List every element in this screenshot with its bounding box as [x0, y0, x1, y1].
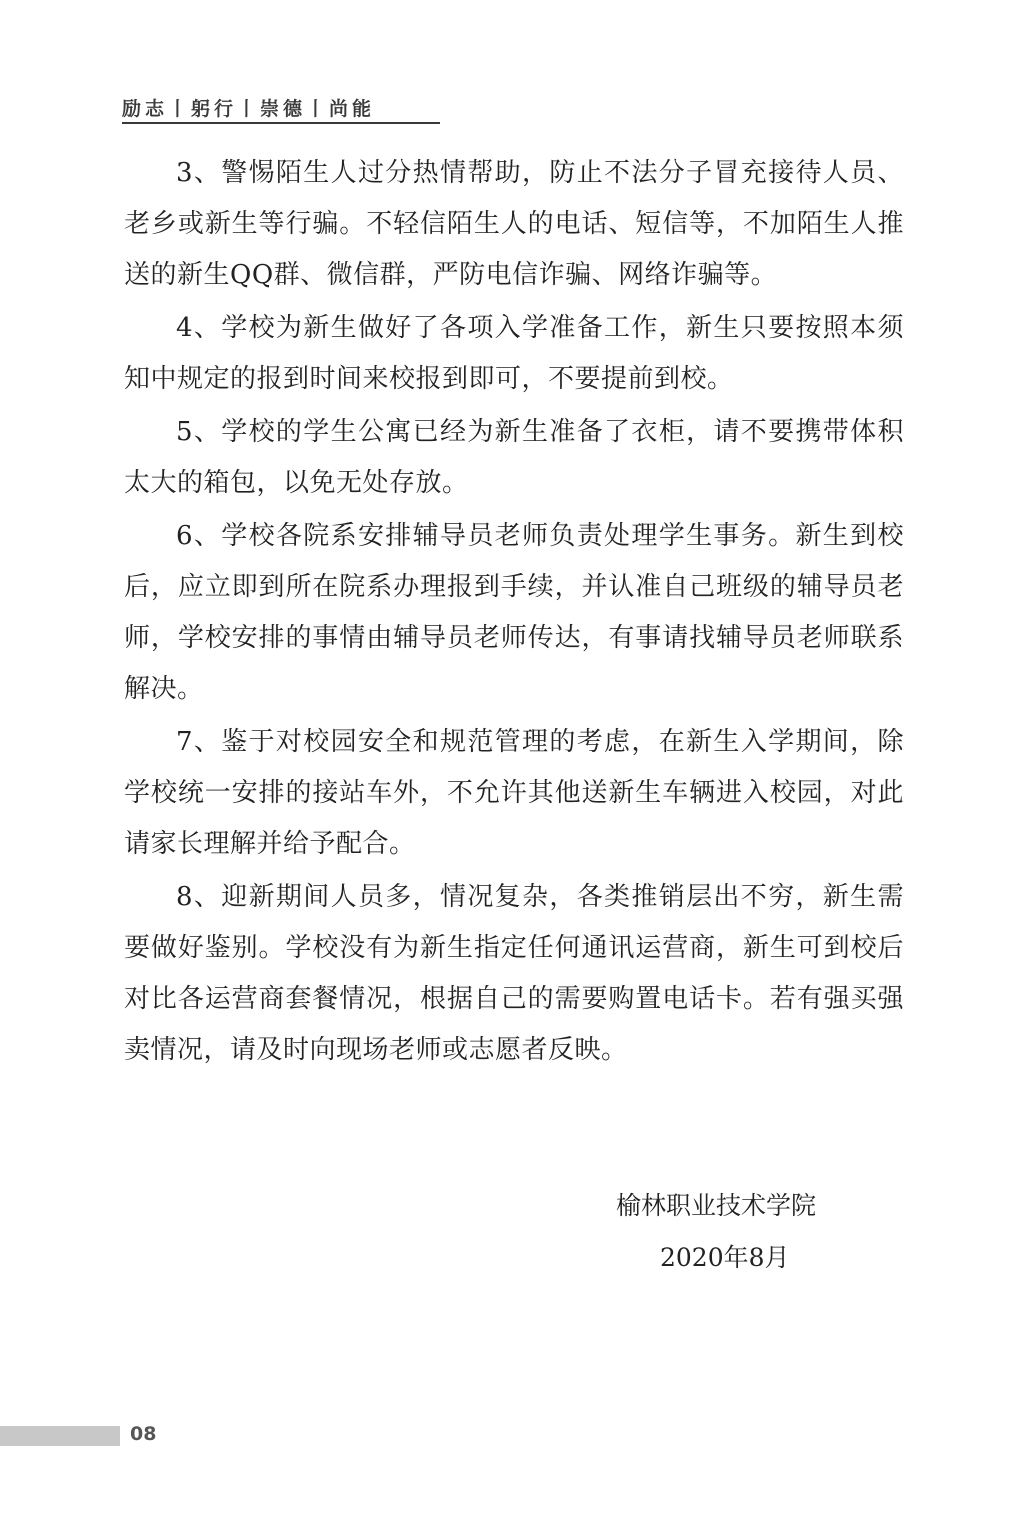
signature-block — [560, 1180, 880, 1284]
signature-organization: 榆林职业技术学院 — [616, 1191, 817, 1220]
header-motto: 励志丨躬行丨崇德丨尚能 — [122, 98, 376, 120]
footer-bar — [0, 1426, 120, 1446]
notice-item-8: 8、迎新期间人员多，情况复杂，各类推销层出不穷，新生需要做好鉴别。学校没有为新生指定任何通讯运营商，新生可到校后对比各运营商套餐情况，根据自己的需要购置电话卡。若有强买强卖情况，请及时向现场老师或志愿者反映。 — [124, 882, 904, 1065]
notice-item-5: 5、学校的学生公寓已经为新生准备了衣柜，请不要携带体积太大的箱包，以免无处存放。 — [124, 417, 904, 498]
notice-body — [124, 148, 904, 1076]
header-underline — [122, 122, 440, 124]
notice-item-4: 4、学校为新生做好了各项入学准备工作，新生只要按照本须知中规定的报到时间来校报到即可，不要提前到校。 — [124, 313, 904, 394]
notice-item-3: 3、警惕陌生人过分热情帮助，防止不法分子冒充接待人员、老乡或新生等行骗。不轻信陌生人的电话、短信等，不加陌生人推送的新生QQ群、微信群，严防电信诈骗、网络诈骗等。 — [124, 158, 904, 290]
signature-date: 2020年8月 — [660, 1243, 790, 1272]
page-header — [122, 94, 440, 124]
page-number: 08 — [130, 1423, 157, 1445]
notice-item-6: 6、学校各院系安排辅导员老师负责处理学生事务。新生到校后，应立即到所在院系办理报到手续，并认准自己班级的辅导员老师，学校安排的事情由辅导员老师传达，有事请找辅导员老师联系解决。 — [124, 521, 904, 704]
notice-item-7: 7、鉴于对校园安全和规范管理的考虑，在新生入学期间，除学校统一安排的接站车外，不允许其他送新生车辆进入校园，对此请家长理解并给予配合。 — [124, 727, 904, 859]
